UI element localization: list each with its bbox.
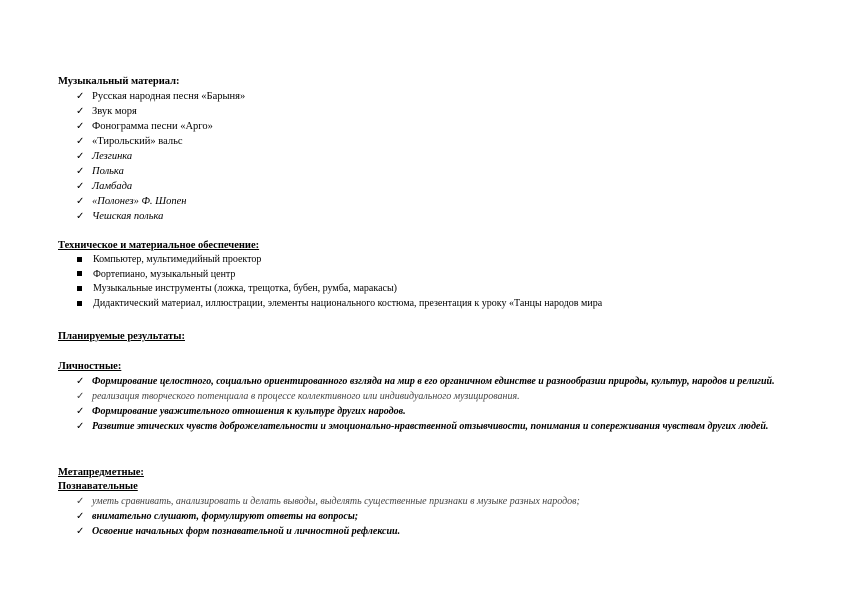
list-item: ✓ «Тирольский» вальс <box>76 136 183 147</box>
cognitive-results-list <box>76 494 784 539</box>
checkmark-icon: ✓ <box>76 406 85 417</box>
planned-results-heading: Планируемые результаты: <box>58 331 185 342</box>
checkmark-icon: ✓ <box>76 391 85 402</box>
personal-results-list <box>76 374 784 434</box>
checkmark-icon: ✓ <box>76 421 85 432</box>
list-item: ✓ Лезгинка <box>76 151 133 162</box>
checkmark-icon: ✓ <box>76 181 85 192</box>
metasubject-heading: Метапредметные: <box>58 467 144 478</box>
list-item: Компьютер, мультимедийный проектор <box>76 253 796 268</box>
list-item: Музыкальные инструменты (ложка, трещотка, бубен, румба, маракасы) <box>76 282 796 297</box>
list-item: ✓ Развитие этических чувств доброжелательности и эмоционально-нравственной отзывчивости, понимания и сопереживания чувствам других людей. <box>76 421 769 432</box>
music-material-list <box>76 89 476 224</box>
checkmark-icon: ✓ <box>76 106 85 117</box>
personal-results-heading: Личностные: <box>58 361 122 372</box>
checkmark-icon: ✓ <box>76 511 85 522</box>
list-item: ✓ Освоение начальных форм познавательной и личностной рефлексии. <box>76 526 401 537</box>
list-item: ✓ Формирование целостного, социально ориентированного взгляда на мир в его органичном единстве и разнообразии природы, культур, народов и религий. <box>76 376 775 387</box>
checkmark-icon: ✓ <box>76 151 85 162</box>
list-item: ✓ Чешская полька <box>76 211 164 222</box>
list-item: ✓ «Полонез» Ф. Шопен <box>76 196 187 207</box>
list-item: ✓ уметь сравнивать, анализировать и делать выводы, выделять существенные признаки в музыке разных народов; <box>76 496 580 507</box>
checkmark-icon: ✓ <box>76 196 85 207</box>
list-item: ✓ внимательно слушают, формулируют ответы на вопросы; <box>76 511 359 522</box>
square-bullet-icon <box>77 271 82 276</box>
square-bullet-icon <box>77 301 82 306</box>
equipment-list <box>76 253 796 312</box>
music-material-heading: Музыкальный материал: <box>58 76 180 87</box>
list-item: Фортепиано, музыкальный центр <box>76 268 796 283</box>
checkmark-icon: ✓ <box>76 211 85 222</box>
equipment-heading: Техническое и материальное обеспечение: <box>58 240 260 251</box>
list-item: ✓ Фонограмма песни «Арго» <box>76 121 213 132</box>
list-item: ✓ Ламбада <box>76 181 133 192</box>
list-item: ✓ Звук моря <box>76 106 137 117</box>
checkmark-icon: ✓ <box>76 121 85 132</box>
list-item: ✓ Формирование уважительного отношения к культуре других народов. <box>76 406 406 417</box>
checkmark-icon: ✓ <box>76 526 85 537</box>
square-bullet-icon <box>77 286 82 291</box>
list-item: ✓ Полька <box>76 166 124 177</box>
checkmark-icon: ✓ <box>76 496 85 507</box>
checkmark-icon: ✓ <box>76 91 85 102</box>
checkmark-icon: ✓ <box>76 166 85 177</box>
square-bullet-icon <box>77 257 82 262</box>
list-item: ✓ реализация творческого потенциала в процессе коллективного или индивидуального музицирования. <box>76 391 520 402</box>
cognitive-subheading: Познавательные <box>58 481 138 492</box>
list-item: ✓ Русская народная песня «Барыня» <box>76 91 246 102</box>
list-item: Дидактический материал, иллюстрации, элементы национального костюма, презентация к уроку «Танцы народов мира <box>76 297 796 312</box>
checkmark-icon: ✓ <box>76 136 85 147</box>
checkmark-icon: ✓ <box>76 376 85 387</box>
